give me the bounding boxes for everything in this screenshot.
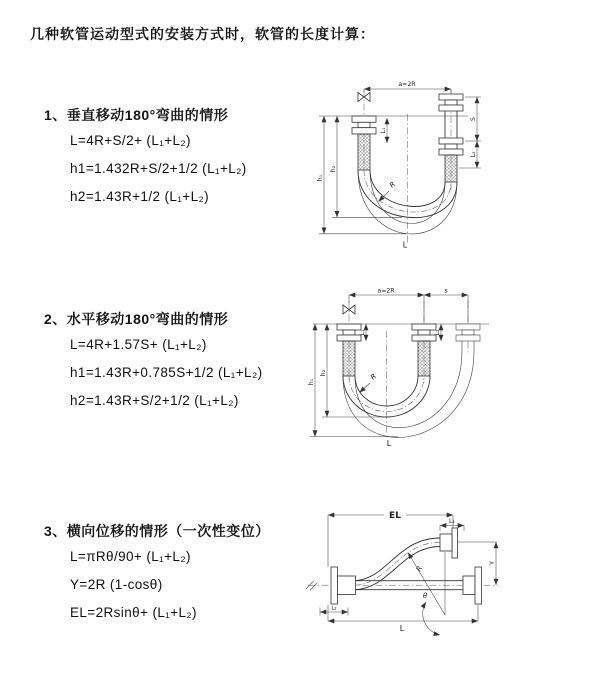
radius-callout (360, 372, 379, 392)
middle-fitting (412, 324, 436, 376)
dim-label-l2: L₂ (331, 605, 337, 612)
formula-line: h1=1.43R+0.785S+1/2 (L₁+L₂) (70, 365, 263, 380)
dim-label-l: L (386, 439, 392, 448)
hose-displaced (356, 538, 441, 590)
dim-label-h2: h₂ (320, 369, 327, 377)
radius-label: R (414, 564, 425, 573)
section-3-heading: 3、横向位移的情形（一次性变位） (44, 523, 270, 539)
dim-label-el: EL (389, 511, 401, 521)
dim-label-h2: h₂ (330, 165, 337, 173)
radius-label: R (388, 180, 398, 190)
diagram-horizontal-180-bend (303, 283, 590, 455)
angle-label: θ (422, 592, 428, 600)
dim-label-l2: L₂ (470, 151, 477, 158)
radius-callout (379, 180, 398, 201)
left-fitting (331, 567, 356, 604)
dim-label-l: L (402, 240, 408, 250)
formula-line: L=4R+1.57S+ (L₁+L₂) (70, 337, 207, 352)
dimension-l2 (320, 606, 348, 616)
radius-label: R (369, 372, 379, 382)
dim-label-l2: L₂ (434, 329, 441, 336)
dimension-a2r (364, 81, 451, 93)
dimension-a2r (349, 288, 424, 324)
dim-label-l1: L₁ (449, 518, 455, 525)
dimension-s (465, 97, 481, 141)
dim-label-a2r: a=2R (377, 287, 395, 295)
diagram-lateral-displacement (296, 500, 594, 652)
radius-construction (408, 552, 445, 635)
right-fitting (439, 94, 463, 182)
dim-label-a2r: a=2R (398, 81, 416, 88)
formula-line: L=πRθ/90+ (L₁+L₂) (70, 549, 191, 564)
formula-line: EL=2Rsinθ+ (L₁+L₂) (70, 605, 197, 620)
dimension-y (489, 542, 496, 585)
formula-line: h2=1.43R+1/2 (L₁+L₂) (70, 189, 210, 204)
dim-label-s: s (444, 287, 448, 295)
dim-label-y: Y (489, 561, 496, 565)
straight-pipe-original (356, 564, 482, 604)
upper-fitting (440, 528, 497, 558)
page-title: 几种软管运动型式的安装方式时，软管的长度计算： (30, 26, 375, 42)
dim-label-h1: h₁ (317, 174, 324, 182)
dim-label-l1: L₁ (380, 127, 387, 134)
dim-label-h1: h₁ (308, 378, 315, 386)
diagram-vertical-180-bend (306, 70, 588, 262)
left-fitting (337, 324, 361, 376)
centerlines (364, 89, 451, 244)
hose-second-position (343, 351, 474, 437)
section-2-heading: 2、水平移动180°弯曲的情形 (44, 311, 229, 327)
dimension-l (328, 605, 478, 633)
section-1-heading: 1、垂直移动180°弯曲的情形 (44, 107, 229, 123)
dim-label-l: L (399, 624, 405, 633)
formula-line: h1=1.432R+S/2+1/2 (L₁+L₂) (70, 161, 247, 176)
left-fitting (352, 116, 376, 170)
dim-label-s: S (470, 117, 477, 121)
formula-line: Y=2R (1-cosθ) (70, 577, 163, 592)
dimension-s (424, 288, 468, 324)
centerline-break-icon (306, 581, 318, 591)
dimension-l1 (380, 118, 387, 143)
dim-label-l1: L₁ (359, 329, 366, 336)
formula-line: h2=1.43R+S/2+1/2 (L₁+L₂) (70, 393, 239, 408)
formula-line: L=4R+S/2+ (L₁+L₂) (70, 133, 191, 148)
